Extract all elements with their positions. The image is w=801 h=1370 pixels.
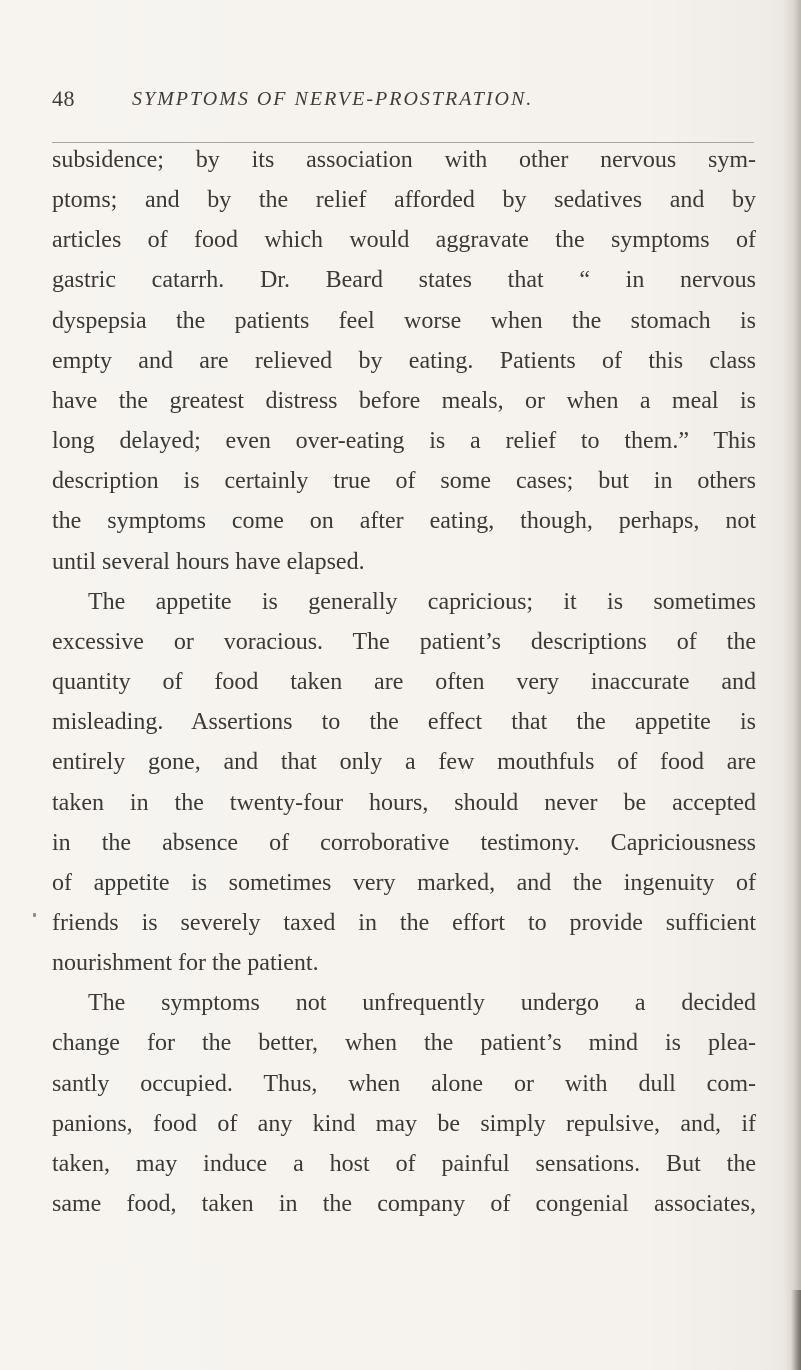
text-line: change for the better, when the patient’s mind is plea- [52,1030,756,1057]
page-header [52,86,772,122]
paragraph-2 [52,582,756,984]
text-line: misleading. Assertions to the effect that the appetite is [52,709,756,736]
text-line: entirely gone, and that only a few mouthfuls of food are [52,749,756,776]
text-line: ptoms; and by the relief afforded by sedatives and by [52,187,756,214]
page-number: 48 [52,86,75,111]
text-line: of appetite is sometimes very marked, and the ingenuity of [52,869,756,896]
text-line: nourishment for the patient. [52,950,319,977]
text-line: until several hours have elapsed. [52,548,365,575]
text-line: excessive or voracious. The patient’s descriptions of the [52,628,756,655]
paragraph-3 [52,983,756,1224]
text-line: gastric catarrh. Dr. Beard states that “ in nervous [52,267,756,294]
text-line: empty and are relieved by eating. Patients of this class [52,347,756,374]
text-line: description is certainly true of some cases; but in others [52,468,756,495]
text-line: santly occupied. Thus, when alone or with dull com- [52,1070,756,1097]
text-line: friends is severely taxed in the effort to provide sufficient [52,909,756,936]
text-line: long delayed; even over-eating is a relief to them.” This [52,428,756,455]
margin-speck [33,913,36,917]
running-title: SYMPTOMS OF NERVE-PROSTRATION. [132,88,534,110]
text-line: articles of food which would aggravate the symptoms of [52,227,756,254]
text-line: taken, may induce a host of painful sensations. But the [52,1150,756,1177]
text-line: taken in the twenty-four hours, should never be accepted [52,789,756,816]
text-line: have the greatest distress before meals, or when a meal is [52,387,756,414]
page-edge-dark [791,1290,801,1370]
text-line: The symptoms not unfrequently undergo a decided [88,990,756,1017]
text-line: the symptoms come on after eating, though, perhaps, not [52,508,756,535]
paragraph-1 [52,140,756,582]
text-line: same food, taken in the company of congenial associates, [52,1191,756,1218]
text-line: subsidence; by its association with other nervous sym- [52,147,756,173]
text-line: quantity of food taken are often very inaccurate and [52,669,756,696]
text-line: in the absence of corroborative testimony. Capriciousness [52,829,756,856]
body-text [52,140,756,1224]
text-line: The appetite is generally capricious; it is sometimes [88,588,756,615]
page-edge-shadow [783,0,801,1370]
text-line: panions, food of any kind may be simply repulsive, and, if [52,1110,756,1137]
text-line: dyspepsia the patients feel worse when the stomach is [52,307,756,334]
